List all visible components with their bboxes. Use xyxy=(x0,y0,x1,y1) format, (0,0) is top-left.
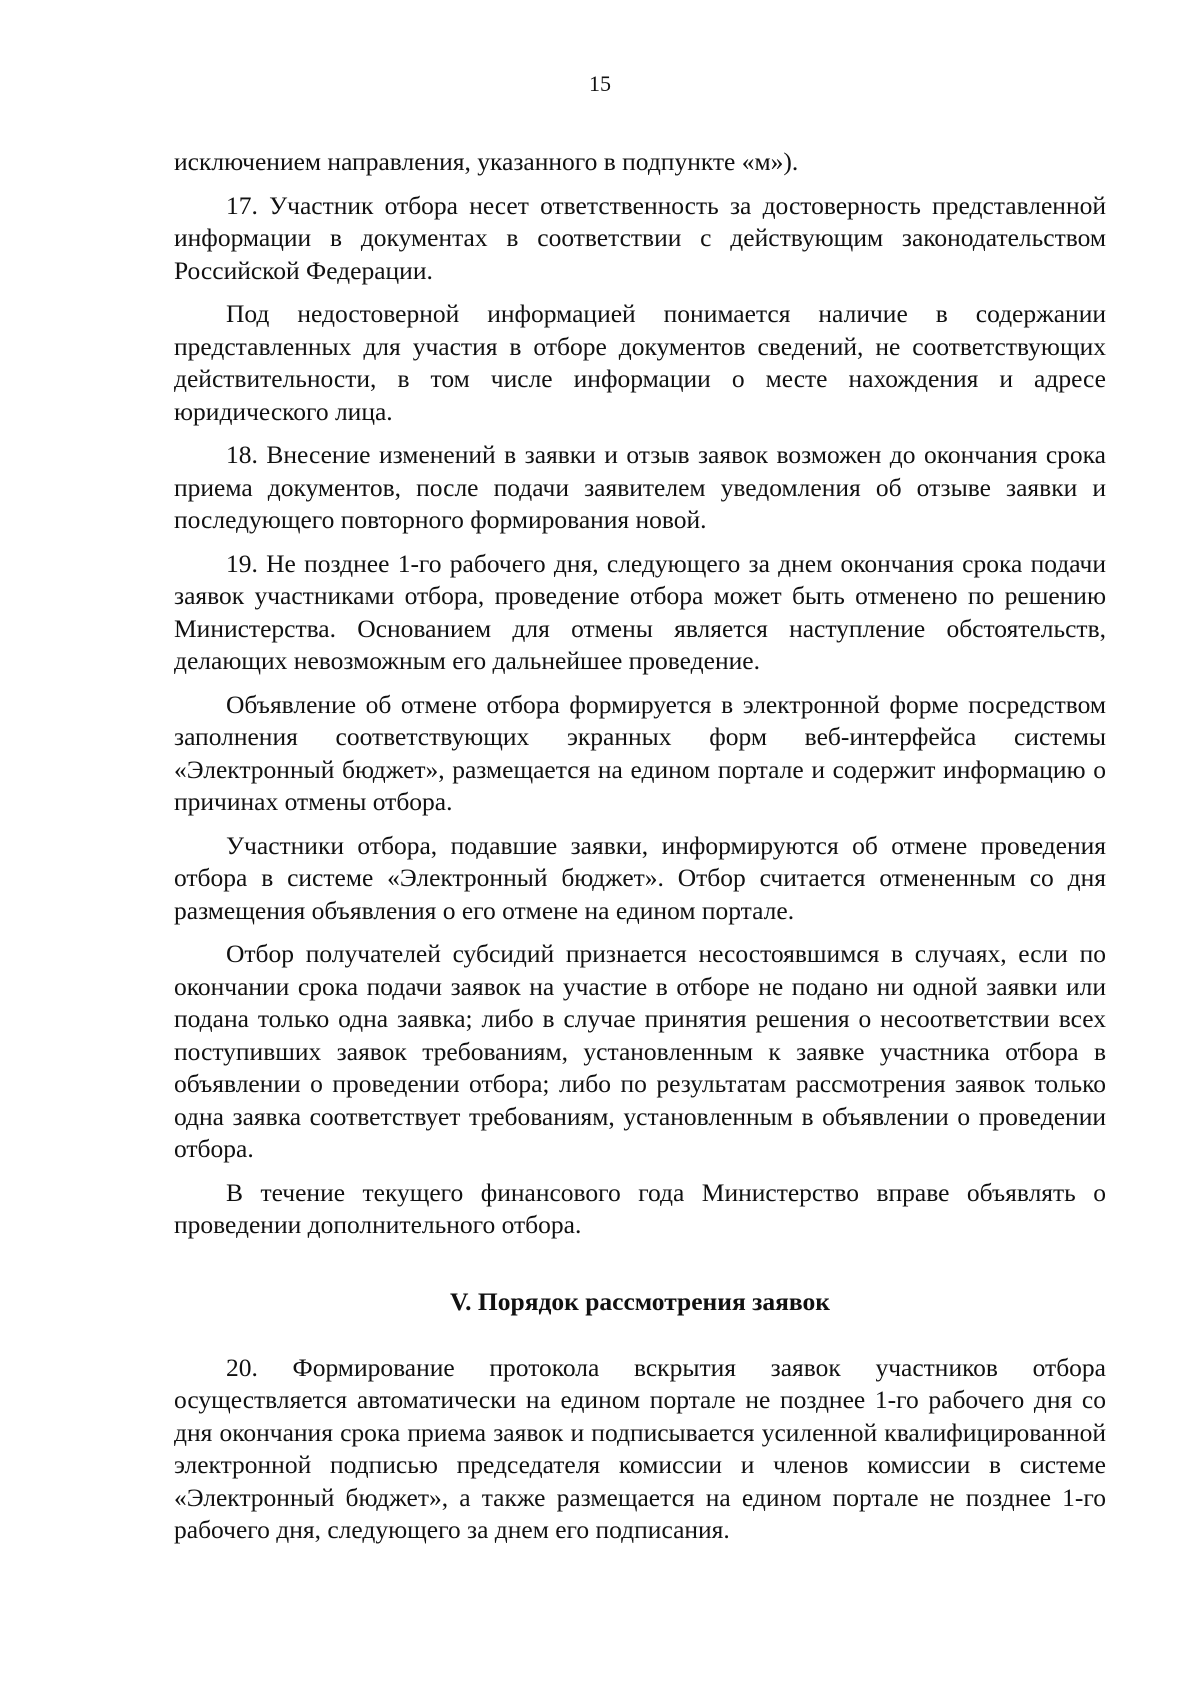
paragraph-selection-failed: Отбор получателей субсидий признается несостоявшимся в случаях, если по окончании срока подачи заявок на участие в отборе не подано ни одной заявки или подана только одна заявка; либо в случае принятия решения о несоответствии всех поступивших заявок требованиям, установленным к заявке участника отбора в объявлении о проведении отбора; либо по результатам рассмотрения заявок только одна заявка соответствует требованиям, установленным в объявлении о проведении отбора. xyxy=(174,939,1106,1163)
paragraph-cancellation-announcement: Объявление об отмене отбора формируется в электронной форме посредством заполнения соответствующих экранных форм веб-интерфейса системы «Электронный бюджет», размещается на едином портале и содержит информацию о причинах отмены отбора. xyxy=(174,689,1106,816)
paragraph-19: 19. Не позднее 1-го рабочего дня, следующего за днем окончания срока подачи заявок участниками отбора, проведение отбора может быть отменено по решению Министерства. Основанием для отмены является наступление обстоятельств, делающих невозможным его дальнейшее проведение. xyxy=(174,548,1106,675)
paragraph-continuation: исключением направления, указанного в подпункте «м»). xyxy=(174,147,799,176)
document-body xyxy=(174,146,1106,1558)
paragraph-participants-informed: Участники отбора, подавшие заявки, информируются об отмене проведения отбора в системе «Электронный бюджет». Отбор считается отмененным со дня размещения объявления о его отмене на едином портале. xyxy=(174,830,1106,925)
paragraph-17: 17. Участник отбора несет ответственность за достоверность представленной информации в документах в соответствии с действующим законодательством Российской Федерации. xyxy=(174,190,1106,285)
page-number: 15 xyxy=(589,71,611,96)
section-title: V. Порядок рассмотрения заявок xyxy=(450,1286,830,1316)
paragraph-additional-selection: В течение текущего финансового года Министерство вправе объявлять о проведении дополнительного отбора. xyxy=(174,1177,1106,1239)
paragraph-invalid-info-definition: Под недостоверной информацией понимается наличие в содержании представленных для участия в отборе документов сведений, не соответствующих действительности, в том числе информации о месте нахождения и адресе юридического лица. xyxy=(174,299,1106,426)
paragraph-20: 20. Формирование протокола вскрытия заявок участников отбора осуществляется автоматически на едином портале не позднее 1-го рабочего дня со дня окончания срока приема заявок и подписывается усиленной квалифицированной электронной подписью председателя комиссии и членов комиссии в системе «Электронный бюджет», а также размещается на едином портале не позднее 1-го рабочего дня, следующего за днем его подписания. xyxy=(174,1352,1106,1544)
paragraph-18: 18. Внесение изменений в заявки и отзыв заявок возможен до окончания срока приема документов, после подачи заявителем уведомления об отзыве заявки и последующего повторного формирования новой. xyxy=(174,440,1106,534)
